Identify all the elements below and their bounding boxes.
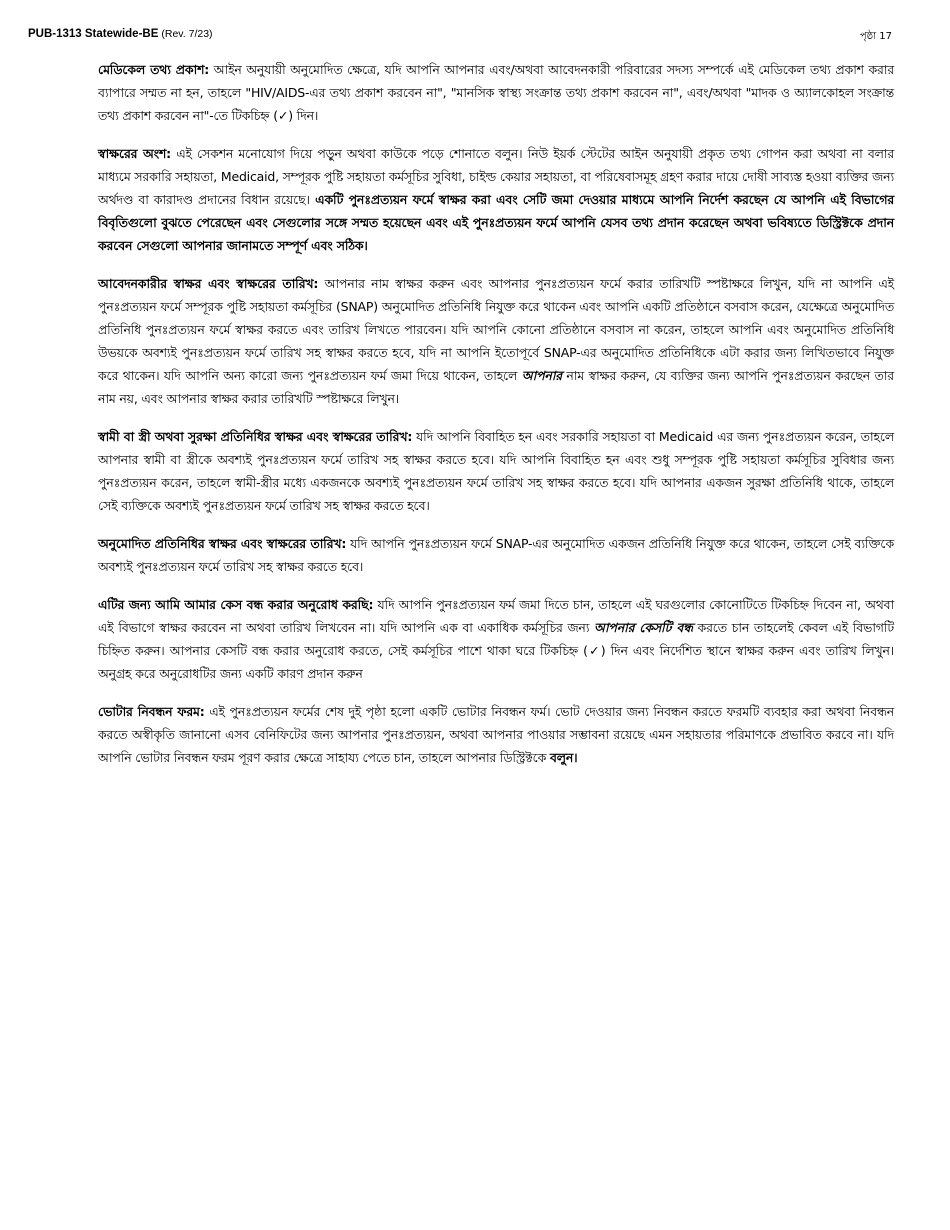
section-authorized-representative: [98, 532, 894, 578]
section-text: আইন অনুযায়ী অনুমোদিত ক্ষেত্রে, যদি আপনি আপনার এবং/অথবা আবেদনকারী পরিবারের সদস্য সম্পর্কে এই মেডিকেল তথ্য প্রকাশ করার ব্যাপারে সম্মত না হন, তাহলে "HIV/AIDS-এর তথ্য প্রকাশ করবেন না", "মানসিক স্বাস্থ্য সংক্রান্ত তথ্য প্রকাশ করবেন না", এবং/অথবা "মাদক ও অ্যালকোহল সংক্রান্ত তথ্য প্রকাশ করবেন না"-তে টিকচিহ্ন (✓) দিন।: [98, 62, 894, 123]
section-text: যদি আপনি বিবাহিত হন এবং সরকারি সহায়তা বা Medicaid এর জন্য পুনঃপ্রত্যয়ন করেন, তাহলে আপনার স্বামী বা স্ত্রীকে অবশ্যই পুনঃপ্রত্যয়ন ফর্মে তারিখ সহ স্বাক্ষর করতে হবে। যদি আপনি বিবাহিত হন এবং শুধু সম্পূরক পুষ্টি সহায়তা কর্মসূচির সুবিধার জন্য পুনঃপ্রত্যয়ন করেন, তাহলে স্বামী-স্ত্রীর মধ্যে একজনকে অবশ্যই পুনঃপ্রত্যয়ন ফর্মে তারিখ সহ স্বাক্ষর করতে হবে। যদি আপনার একজন সুরক্ষা প্রতিনিধি থাকে, তাহলে সেই ব্যক্তিকে অবশ্যই পুনঃপ্রত্যয়ন ফর্মে তারিখ সহ স্বাক্ষর করতে হবে।: [98, 429, 894, 513]
section-spouse-signature: [98, 425, 894, 517]
page-header: [28, 28, 892, 46]
section-applicant-signature: [98, 272, 894, 410]
section-heading: স্বামী বা স্ত্রী অথবা সুরক্ষা প্রতিনিধির স্বাক্ষর এবং স্বাক্ষরের তারিখ:: [98, 429, 413, 444]
section-text: যদি আপনি পুনঃপ্রত্যয়ন ফর্মে SNAP-এর অনুমোদিত একজন প্রতিনিধি নিযুক্ত করে থাকেন, তাহলে সেই ব্যক্তিকে অবশ্যই পুনঃপ্রত্যয়ন ফর্মে তারিখ সহ স্বাক্ষর করতে হবে।: [98, 536, 894, 574]
section-emphasis-text: একটি পুনঃপ্রত্যয়ন ফর্মে স্বাক্ষর করা এবং সেটি জমা দেওয়ার মাধ্যমে আপনি নির্দেশ করছেন যে আপনি এই বিভাগের বিবৃতিগুলো বুঝতে পেরেছেন এবং সেগুলোর সঙ্গে সম্মত হয়েছেন এবং এই পুনঃপ্রত্যয়ন ফর্মে আপনি যেসব তথ্য প্রদান করেছেন অথবা ভবিষ্যতে ডিস্ট্রিক্টকে প্রদান করবেন সেগুলো আপনার জানামতে সম্পূর্ণ এবং সঠিক।: [98, 192, 894, 253]
form-revision: (Rev. 7/23): [161, 28, 213, 40]
section-heading: আবেদনকারীর স্বাক্ষর এবং স্বাক্ষরের তারিখ:: [98, 276, 319, 291]
section-heading: অনুমোদিত প্রতিনিধির স্বাক্ষর এবং স্বাক্ষরের তারিখ:: [98, 536, 347, 551]
section-heading: এটির জন্য আমি আমার কেস বন্ধ করার অনুরোধ করছি:: [98, 597, 374, 612]
section-heading: মেডিকেল তথ্য প্রকাশ:: [98, 62, 210, 77]
form-number: PUB-1313 Statewide-BE: [28, 28, 159, 40]
section-close-case: [98, 593, 894, 685]
form-id: [28, 28, 213, 40]
section-text: যদি আপনি পুনঃপ্রত্যয়ন ফর্ম জমা দিতে চান, তাহলে এই ঘরগুলোর কোনোটিতে টিকচিহ্ন দিবেন না, অথবা এই বিভাগে স্বাক্ষর করবেন না অথবা তারিখ লিখবেন না। যদি আপনি এক বা একাধিক কর্মসূচির জন্য: [98, 597, 895, 635]
section-text: নাম স্বাক্ষর করুন, যে ব্যক্তির জন্য আপনি পুনঃপ্রত্যয়ন করছেন তার নাম নয়, এবং আপনার স্বাক্ষর করার তারিখটি স্পষ্টাক্ষরে লিখুন।: [98, 368, 894, 406]
section-heading: স্বাক্ষরের অংশ:: [98, 146, 171, 161]
section-emphasis-text: আপনার কেসটি বন্ধ: [594, 620, 693, 635]
section-text: আপনার নাম স্বাক্ষর করুন এবং আপনার পুনঃপ্রত্যয়ন ফর্মে করার তারিখটি স্পষ্টাক্ষরে লিখুন, যদি না আপনি এই পুনঃপ্রত্যয়ন ফর্মে সম্পূরক পুষ্টি সহায়তা কর্মসূচির (SNAP) অনুমোদিত প্রতিনিধি নিযুক্ত করে থাকেন এবং আপনি একটি প্রতিষ্ঠানে বসবাস করেন, যেক্ষেত্রে অনুমোদিত প্রতিনিধি পুনঃপ্রত্যয়ন ফর্মে স্বাক্ষর করতে এবং তারিখ লিখতে পারবেন। যদি আপনি কোনো প্রতিষ্ঠানে বসবাস না করেন, তাহলে আপনি এবং অনুমোদিত প্রতিনিধি উভয়কে অবশ্যই পুনঃপ্রত্যয়ন ফর্মে তারিখ সহ স্বাক্ষর করতে হবে, যদি না আপনি ইতোপূর্বে SNAP-এর অনুমোদিত প্রতিনিধিকে এটা করার জন্য লিখিতভাবে নিযুক্ত করে থাকেন। যদি আপনি অন্য কারো জন্য পুনঃপ্রত্যয়ন ফর্ম জমা দিয়ে থাকেন, তাহলে: [98, 276, 894, 383]
section-text: এই সেকশন মনোযোগ দিয়ে পড়ুন অথবা কাউকে পড়ে শোনাতে বলুন। নিউ ইয়র্ক স্টেটের আইন অনুযায়ী প্রকৃত তথ্য গোপন করা অথবা না বলার মাধ্যমে সরকারি সহায়তা, Medicaid, সম্পূরক পুষ্টি সহায়তা কর্মসূচির সুবিধা, চাইল্ড কেয়ার সহায়তা, বা পরিষেবাসমূহ গ্রহণ করার দায়ে দোষী সাব্যস্ত হওয়া ব্যক্তির জন্য অর্থদণ্ড বা কারাদণ্ড প্রদানের বিধান রয়েছে।: [98, 146, 894, 207]
section-emphasis-text: বলুন।: [549, 750, 578, 765]
section-voter-registration: [98, 700, 894, 769]
instructions-body: [98, 58, 894, 784]
section-text: করতে চান তাহলেই কেবল এই বিভাগটি চিহ্নিত করুন। আপনার কেসটি বন্ধ করার অনুরোধ করতে, সেই কর্মসূচির পাশে থাকা ঘরে টিকচিহ্ন (✓) দিন এবং নির্দেশিত স্থানে স্বাক্ষর করুন এবং তারিখ লিখুন। অনুগ্রহ করে অনুরোধটির জন্য একটি কারণ প্রদান করুন: [98, 620, 894, 681]
section-emphasis-text: আপনার: [521, 368, 562, 383]
section-text: এই পুনঃপ্রত্যয়ন ফর্মের শেষ দুই পৃষ্ঠা হলো একটি ভোটার নিবন্ধন ফর্ম। ভোট দেওয়ার জন্য নিবন্ধন করতে ফরমটি ব্যবহার করা অথবা নিবন্ধন করতে অস্বীকৃতি জানানো এসব বেনিফিটের জন্য আপনার পুনঃপ্রত্যয়ন, অথবা আপনার পাওয়ার সম্ভাবনা রয়েছে এমন সহায়তার পরিমাণকে প্রভাবিত করবে না। যদি আপনি ভোটার নিবন্ধন ফরম পূরণ করার ক্ষেত্রে সাহায্য পেতে চান, তাহলে আপনার ডিস্ট্রিক্টকে: [98, 704, 894, 765]
section-heading: ভোটার নিবন্ধন ফরম:: [98, 704, 205, 719]
section-medical-disclosure: [98, 58, 894, 127]
page-number: পৃষ্ঠা 17: [859, 31, 892, 42]
section-signature-part: [98, 142, 894, 257]
